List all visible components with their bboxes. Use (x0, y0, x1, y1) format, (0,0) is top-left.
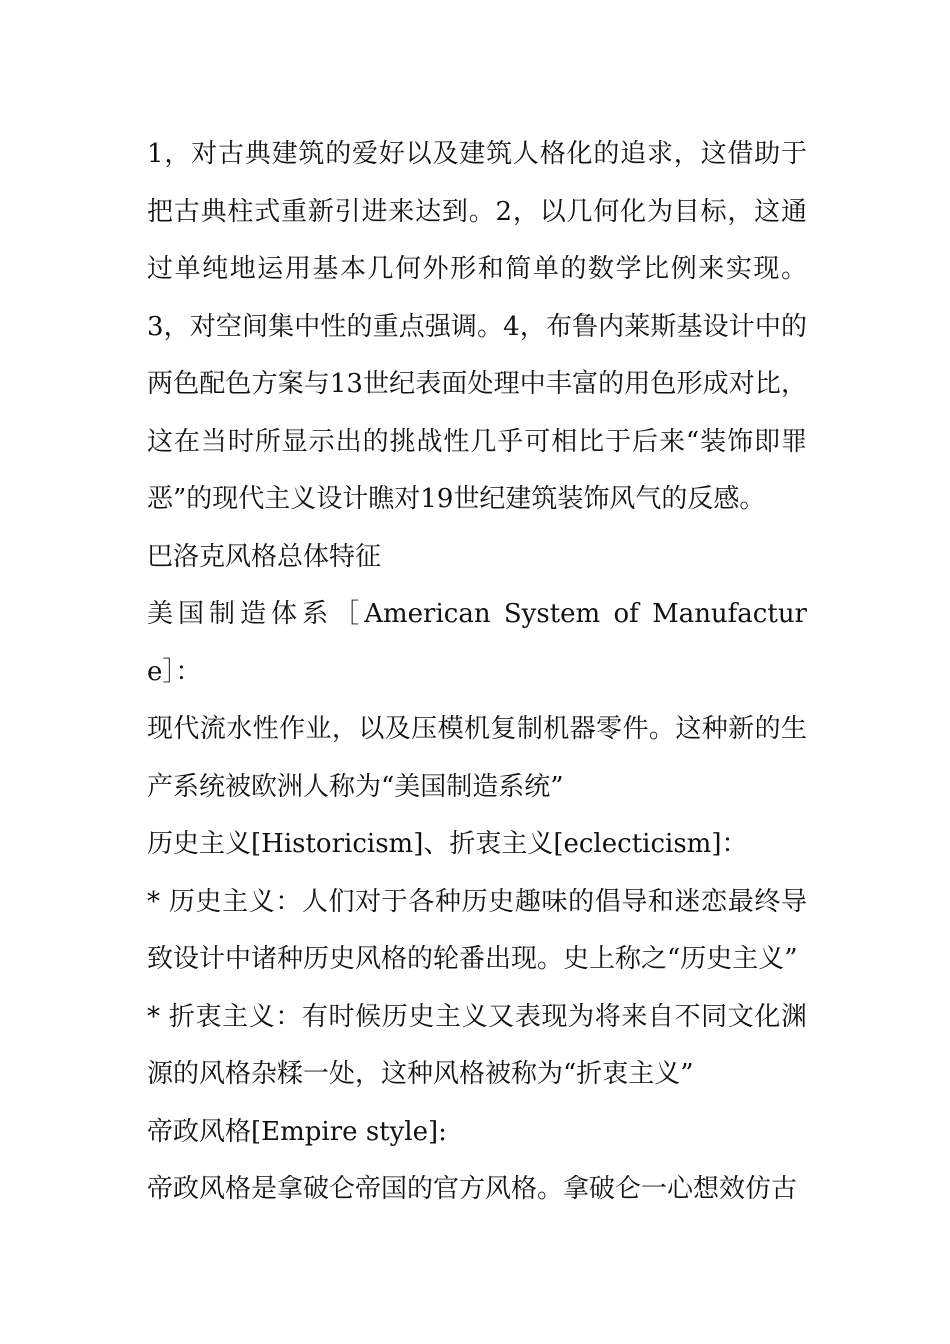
paragraph-empire-style: 帝政风格是拿破仑帝国的官方风格。拿破仑一心想效仿古 (147, 1174, 798, 1204)
paragraph-eclecticism: * 折衷主义：有时候历史主义又表现为将来自不同文化渊源的风格杂糅一处，这种风格被称为“折衷主义” (147, 1001, 807, 1089)
paragraph-historicism: * 历史主义：人们对于各种历史趣味的倡导和迷恋最终导致设计中诸种历史风格的轮番出现。史上称之“历史主义” (147, 886, 807, 974)
heading-empire-style: 帝政风格[Empire style]: (147, 1116, 447, 1147)
heading-american-system: 美国制造体系［American System of Manufacture］： (147, 599, 807, 687)
paragraph-renaissance-features: 1，对古典建筑的爱好以及建筑人格化的追求，这借助于把古典柱式重新引进来达到。2，以几何化为目标，这通过单纯地运用基本几何外形和简单的数学比例来实现。3，对空间集中性的重点强调。4，布鲁内莱斯基设计中的两色配色方案与13世纪表面处理中丰富的用色形成对比，这在当时所显示出的挑战性几乎可相比于后来“装饰即罪恶”的现代主义设计瞧对19世纪建筑装饰风气的反感。 (147, 139, 807, 514)
heading-baroque-features: 巴洛克风格总体特征 (147, 541, 382, 572)
heading-historicism-eclecticism: 历史主义[Historicism]、折衷主义[eclecticism]： (147, 829, 748, 859)
document-page (147, 126, 807, 1219)
paragraph-american-system: 现代流水性作业，以及压模机复制机器零件。这种新的生产系统被欧洲人称为“美国制造系统” (147, 714, 807, 802)
